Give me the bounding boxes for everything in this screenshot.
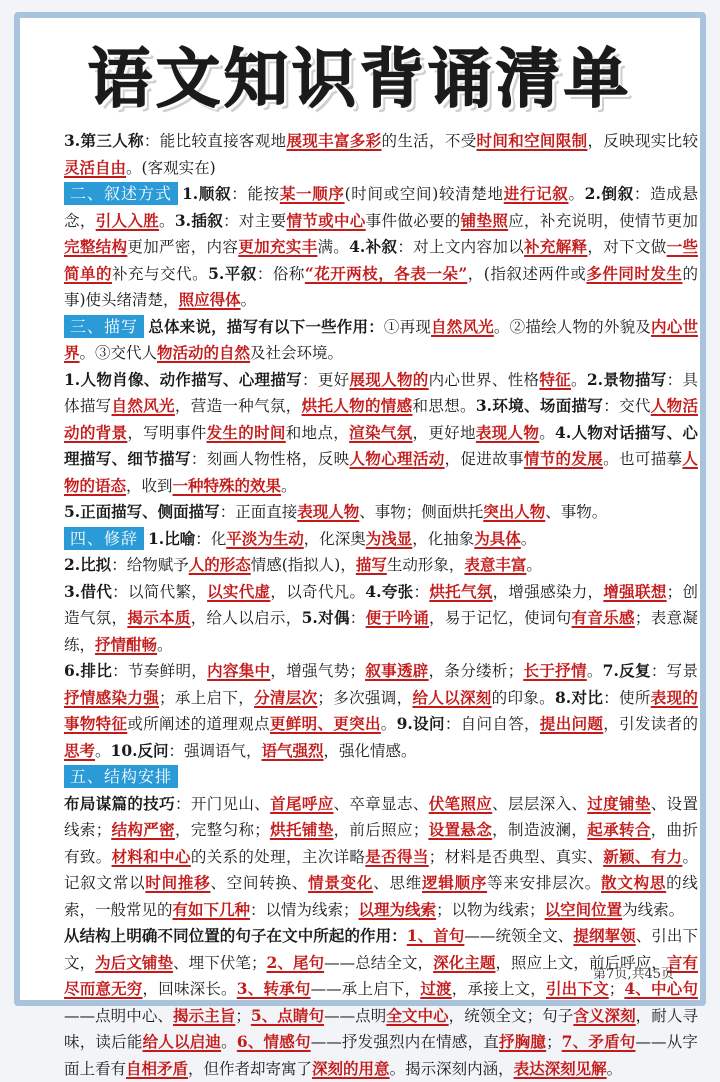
body-text: ： — [349, 609, 366, 627]
body-text: ，强化情感。 — [323, 741, 417, 760]
highlighted-term: 深化主题 — [433, 952, 496, 972]
body-text: 应，补充说明，使情节更加 — [508, 211, 698, 230]
highlighted-term: 材料和中心 — [111, 846, 191, 866]
highlighted-term: 揭示主旨 — [173, 1005, 236, 1025]
highlighted-term: 完整结构 — [64, 237, 128, 256]
bold-term: 2.比拟 — [64, 555, 112, 574]
highlighted-term: 特征 — [539, 369, 571, 389]
body-text: 、事物。 — [545, 503, 608, 521]
highlighted-term: 过度铺垫 — [587, 793, 651, 813]
highlighted-term: 内容集中 — [207, 661, 271, 680]
body-text: ：能按 — [231, 185, 280, 203]
body-text: ，对下文做 — [587, 238, 667, 256]
body-text: ，耐人寻味，读后能 — [64, 1006, 698, 1051]
body-text: ：自问自答， — [444, 715, 540, 733]
highlighted-term: 展现丰富多彩 — [286, 131, 382, 150]
body-text: 和地点， — [285, 423, 350, 442]
section-heading: 三、描写 — [64, 315, 144, 338]
body-text: ，照应上文，前后呼应， — [495, 953, 667, 972]
body-text: 的生活，不受 — [381, 132, 477, 150]
body-text: 补充与交代。 — [112, 264, 209, 283]
highlighted-term: 自相矛盾 — [126, 1058, 189, 1078]
highlighted-term: 铺垫照 — [460, 210, 509, 230]
bold-term: 10.反问 — [110, 740, 169, 760]
highlighted-term: 表现的事物特征 — [64, 687, 698, 733]
body-text: 满。 — [317, 238, 350, 256]
section-heading: 二、叙述方式 — [64, 182, 178, 205]
paragraph — [64, 181, 698, 314]
paragraph — [64, 791, 698, 924]
highlighted-term: 更鲜明、更突出 — [269, 714, 381, 733]
highlighted-term: 情节的发展 — [523, 449, 604, 468]
highlighted-term: 描写 — [355, 555, 387, 574]
body-text: ；材料是否典型、真实、 — [428, 847, 604, 866]
paragraph — [64, 526, 698, 553]
highlighted-term: 内心世界 — [64, 316, 698, 362]
highlighted-term: 含义深刻 — [573, 1005, 636, 1025]
highlighted-term: 情景变化 — [308, 873, 374, 892]
body-text: ；以物为线索； — [436, 900, 545, 919]
body-text: ，收到 — [126, 476, 173, 495]
highlighted-term: 过渡 — [420, 979, 452, 998]
body-text: ； — [235, 1006, 251, 1025]
body-text: 、卒章显志、 — [333, 794, 429, 813]
body-text: 的关系的处理，主次详略 — [190, 847, 366, 866]
body-text: 等来安排层次。 — [487, 874, 602, 892]
body-text: ，以奇代凡。 — [270, 582, 366, 601]
highlighted-term: 人物心理活动 — [349, 449, 445, 468]
highlighted-term: 提纲挈领 — [573, 926, 636, 945]
bold-term: 总体来说，描写有以下一些作用： — [148, 316, 384, 336]
body-text: 。 — [95, 741, 111, 760]
highlighted-term: 新颖、有力 — [603, 846, 683, 866]
bold-term: 5.对偶 — [301, 608, 350, 627]
paragraph — [64, 499, 698, 526]
highlighted-term: 自然风光 — [431, 316, 494, 336]
body-text: 。 — [606, 1059, 623, 1078]
highlighted-term: 时间推移 — [145, 873, 211, 892]
body-text: 。②描绘人物的外貌及 — [493, 317, 652, 336]
highlighted-term: 表现人物 — [475, 422, 540, 442]
body-text: ：具体描写 — [64, 370, 698, 415]
body-text: 的印象。 — [491, 688, 556, 707]
bold-term: 1.顺叙 — [182, 184, 232, 203]
body-text: ：以简代繁， — [112, 582, 208, 601]
highlighted-term: 引出下文 — [545, 979, 609, 998]
highlighted-term: 语气强烈 — [261, 740, 324, 760]
body-text: ，曲折有致。 — [64, 821, 698, 866]
highlighted-term: 思考 — [64, 740, 96, 760]
highlighted-term: 以实代虚 — [207, 581, 271, 601]
highlighted-term: 展现人物的 — [349, 369, 429, 389]
body-text: ：刻画人物性格，反映 — [190, 450, 350, 468]
body-text: 的线索，一般常见的 — [64, 874, 698, 919]
body-text: ，写明事件 — [127, 423, 207, 442]
body-text: (时间或空间)较清楚地 — [344, 185, 504, 203]
highlighted-term: 2、尾句 — [266, 952, 325, 972]
paragraph — [64, 923, 698, 1082]
body-text: ：化 — [195, 529, 227, 548]
paragraph — [64, 314, 698, 367]
body-text: ：给物赋予 — [111, 556, 189, 574]
body-text: ，给人以启示， — [190, 609, 302, 627]
body-text: 或所阐述的道理观点 — [127, 715, 270, 733]
highlighted-term: 3、转承句 — [236, 979, 311, 998]
highlighted-term: 为后文铺垫 — [95, 952, 174, 972]
body-text: ，制造波澜， — [492, 821, 588, 839]
bold-term: 3.环境、场面描写 — [475, 396, 604, 415]
highlighted-term: 更加充实丰 — [238, 237, 318, 256]
highlighted-term: 表达深刻见解 — [513, 1058, 607, 1078]
body-text: ：交代 — [603, 397, 651, 415]
body-text: 、设置线索； — [64, 794, 698, 839]
body-text: ；多次强调， — [317, 688, 413, 707]
highlighted-term: 揭示本质 — [127, 608, 191, 627]
highlighted-term: 抒情感染力强 — [64, 687, 160, 707]
body-text: ： — [413, 582, 430, 601]
highlighted-term: 突出人物 — [483, 502, 546, 521]
body-text: 。 — [240, 291, 257, 309]
highlighted-term: 提出问题 — [539, 714, 604, 733]
body-text: ：俗称 — [256, 264, 305, 283]
page-title: 语文知识背诵清单 — [88, 43, 632, 117]
bold-term: 7.反复 — [602, 661, 651, 680]
body-text: 、层层深入、 — [492, 794, 588, 813]
highlighted-term: 有音乐感 — [571, 608, 635, 627]
paragraph — [64, 552, 698, 579]
body-text: 、空间转换、 — [210, 874, 309, 892]
highlighted-term: 分清层次 — [254, 687, 318, 707]
highlighted-term: 人物的语态 — [64, 449, 698, 495]
highlighted-term: 发生的时间 — [206, 422, 286, 442]
bold-term: 4.夸张 — [365, 581, 414, 601]
body-text: 。 — [571, 370, 587, 389]
body-text: ：强调语气， — [168, 741, 262, 760]
highlighted-term: 以理为线索 — [358, 899, 437, 919]
highlighted-term: 是否得当 — [365, 846, 429, 866]
body-text: 、事物；侧面烘托 — [359, 503, 484, 521]
bold-term: 4.补叙 — [349, 237, 398, 256]
highlighted-term: 烘托人物的情感 — [301, 396, 413, 415]
highlighted-term: 补充解释 — [524, 237, 588, 256]
bold-term: 5.平叙 — [208, 263, 257, 283]
highlighted-term: 设置悬念 — [428, 820, 493, 839]
document-body — [64, 128, 698, 1082]
body-text: 。 — [281, 476, 297, 495]
body-text: ； — [608, 980, 625, 998]
bold-term: 2.倒叙 — [584, 184, 634, 203]
body-text: ①再现 — [383, 317, 432, 336]
body-text: 。 — [159, 211, 175, 230]
bold-term: 9.设问 — [396, 714, 445, 733]
highlighted-term: 散文构思 — [601, 873, 667, 892]
paragraph — [64, 579, 698, 659]
body-text: ，反映现实比较 — [587, 132, 698, 150]
highlighted-term: 多件同时发生 — [586, 263, 683, 283]
highlighted-term: 逻辑顺序 — [422, 873, 488, 892]
body-text: 。记叙文常以 — [64, 847, 698, 892]
body-text: 。 — [568, 185, 585, 203]
bold-term: 1.比喻 — [148, 528, 196, 548]
highlighted-term: 渲染气氛 — [349, 422, 413, 442]
highlighted-term: 烘托气氛 — [429, 581, 493, 601]
body-text: ：写景 — [650, 662, 698, 680]
body-text: 。 — [221, 1033, 237, 1051]
body-text: 。 — [520, 529, 537, 548]
highlighted-term: 伏笔照应 — [428, 793, 493, 813]
body-text: ：更好 — [302, 370, 350, 389]
highlighted-term: 结构严密 — [111, 820, 175, 839]
body-text: 更加严密，内容 — [127, 238, 239, 256]
highlighted-term: 人物活动的背景 — [64, 396, 698, 442]
body-text: 、埋下伏笔； — [173, 953, 267, 972]
body-text: ，引发读者的 — [603, 715, 698, 733]
highlighted-term: 全文中心 — [386, 1005, 449, 1025]
body-text: ，承接上文， — [451, 980, 546, 998]
paragraph — [64, 367, 698, 500]
highlighted-term: 6、情感句 — [236, 1032, 311, 1051]
highlighted-term: 5、点睛句 — [250, 1005, 325, 1025]
bold-term: 布局谋篇的技巧 — [64, 793, 175, 813]
highlighted-term: 物活动的自然 — [157, 343, 251, 362]
body-text: ，条分缕析； — [428, 662, 524, 680]
highlighted-term: 4、中心句 — [624, 979, 698, 998]
highlighted-term: 长于抒情 — [523, 661, 587, 680]
bold-term: 3.第三人称 — [64, 131, 144, 150]
body-text: ：正面直接 — [219, 503, 298, 521]
paragraph — [64, 128, 698, 181]
body-text: 。 — [539, 423, 556, 442]
highlighted-term: 表现人物 — [297, 502, 360, 521]
body-text: ——点明中心、 — [64, 1006, 173, 1025]
body-text: ；创造气氛， — [64, 582, 698, 627]
highlighted-term: 首尾呼应 — [270, 793, 334, 813]
body-text: 。 — [157, 635, 173, 654]
body-text: ：以情为线索； — [250, 900, 359, 919]
highlighted-term: “花开两枝，各表一朵” — [304, 263, 468, 283]
body-text: 事件做必要的 — [365, 211, 461, 230]
body-text: 为线索。 — [622, 900, 685, 919]
body-text: ：节奏鲜明， — [112, 662, 208, 680]
highlighted-term: 叙事透辟 — [365, 661, 429, 680]
highlighted-term: 起承转合 — [587, 820, 651, 839]
body-text: ，更好地 — [412, 423, 476, 442]
bold-term: 5.正面描写、侧面描写 — [64, 502, 220, 521]
body-text: 情感(指拟人)， — [250, 556, 356, 574]
highlighted-term: 便于吟诵 — [365, 608, 429, 627]
highlighted-term: 烘托铺垫 — [269, 820, 334, 839]
body-text: 。(客观实在) — [126, 158, 216, 177]
body-text: 。 — [380, 715, 397, 733]
paragraph — [64, 658, 698, 764]
bold-term: 3.插叙 — [174, 210, 224, 230]
body-text: ——点明 — [324, 1006, 387, 1025]
highlighted-term: 言有尽而意无穷 — [64, 952, 698, 998]
highlighted-term: 时间和空间限制 — [476, 131, 588, 150]
page-number: 第7页,共45页 — [593, 967, 674, 982]
highlighted-term: 增强联想 — [603, 581, 667, 601]
document-page — [14, 12, 706, 1078]
highlighted-term: 引人入胜 — [95, 210, 160, 230]
body-text: ；表意凝练， — [64, 609, 698, 654]
body-text: ：能比较直接客观地 — [143, 132, 287, 150]
body-text: ，(指叙述两件或 — [467, 264, 587, 283]
highlighted-term: 情节或中心 — [286, 210, 366, 230]
body-text: ，增强气势； — [270, 662, 365, 680]
body-text: ，化深奥 — [303, 529, 366, 548]
body-text: 。③交代人 — [79, 344, 158, 362]
body-text: ：开门见山、 — [175, 794, 271, 813]
body-text: ，易于记忆，使词句 — [429, 609, 572, 627]
body-text: 。揭示深刻内涵， — [389, 1059, 514, 1078]
highlighted-term: 1、首句 — [406, 926, 465, 945]
highlighted-term: 抒胸臆 — [499, 1032, 547, 1051]
highlighted-term: 7、矛盾句 — [561, 1032, 636, 1051]
section-heading: 四、修辞 — [64, 527, 144, 550]
highlighted-term: 给人以深刻 — [412, 687, 492, 707]
bold-term: 8.对比 — [555, 687, 604, 707]
body-text: 。 — [526, 556, 542, 574]
section-heading: 五、结构安排 — [64, 765, 178, 788]
bold-term: 2.景物描写 — [586, 369, 667, 389]
body-text: ，化抽象 — [412, 529, 475, 548]
body-text: ；承上启下， — [159, 688, 255, 707]
highlighted-term: 平淡为生动 — [226, 528, 304, 548]
body-text: 及社会环境。 — [250, 344, 344, 362]
body-text: ——从字面上看有 — [64, 1033, 698, 1078]
highlighted-term: 有如下几种 — [172, 899, 251, 919]
body-text: ，营造一种气氛， — [174, 397, 302, 415]
body-text: ：造成悬念， — [64, 185, 698, 230]
body-text: ，促进故事 — [444, 450, 524, 468]
highlighted-term: 表意丰富 — [464, 555, 527, 574]
body-text: ：对主要 — [223, 211, 287, 230]
body-text: ——抒发强烈内在情感，直 — [310, 1033, 500, 1051]
highlighted-term: 为浅显 — [365, 528, 413, 548]
body-text: ，前后照应； — [333, 821, 429, 839]
body-text: ：对上文内容加以 — [397, 238, 525, 256]
body-text: ——承上启下， — [310, 980, 421, 998]
body-text: 。也可描摹 — [603, 450, 683, 468]
body-text: ； — [546, 1033, 562, 1051]
highlighted-term: 给人以启迪 — [142, 1032, 222, 1051]
paragraph — [64, 764, 698, 791]
highlighted-term: 灵活自由 — [64, 157, 127, 177]
body-text: ，完整匀称； — [175, 821, 270, 839]
body-text: ，但作者却寄寓了 — [188, 1059, 313, 1078]
bold-term: 1.人物肖像、动作描写、心理描写 — [64, 369, 303, 389]
body-text: 。 — [586, 662, 603, 680]
highlighted-term: 进行记叙 — [503, 184, 569, 203]
body-text: 内心世界、性格 — [428, 370, 540, 389]
highlighted-term: 抒情酣畅 — [95, 634, 158, 654]
bold-term: 6.排比 — [64, 661, 113, 680]
body-text: ：使所 — [603, 688, 651, 707]
highlighted-term: 人的形态 — [188, 555, 251, 574]
body-text: ，增强感染力， — [492, 582, 604, 601]
highlighted-term: 自然风光 — [111, 396, 175, 415]
highlighted-term: 为具体 — [474, 528, 521, 548]
body-text: 、引出下文， — [64, 927, 698, 972]
bold-term: 从结构上明确不同位置的句子在文中所起的作用： — [64, 926, 407, 945]
bold-term: 3.借代 — [64, 581, 113, 601]
highlighted-term: 某一顺序 — [279, 184, 345, 203]
body-text: ——总结全文， — [324, 953, 434, 972]
highlighted-term: 一种特殊的效果 — [172, 475, 282, 495]
body-text: 、思维 — [373, 874, 423, 892]
body-text: 和思想。 — [412, 397, 476, 415]
highlighted-term: 一些简单的 — [64, 237, 698, 283]
body-text: ，统领全文；句子 — [448, 1006, 574, 1025]
bold-term: 4.人物对话描写、心理描写、细节描写 — [64, 422, 698, 468]
highlighted-term: 照应得体 — [178, 290, 241, 309]
body-text: ——统领全文、 — [464, 927, 574, 945]
highlighted-term: 深刻的用意 — [312, 1058, 390, 1078]
body-text: 生动形象， — [386, 556, 465, 574]
highlighted-term: 以空间位置 — [544, 899, 623, 919]
body-text: ，回味深长。 — [142, 980, 237, 998]
body-text: 的事)使头绪清楚， — [64, 264, 698, 309]
